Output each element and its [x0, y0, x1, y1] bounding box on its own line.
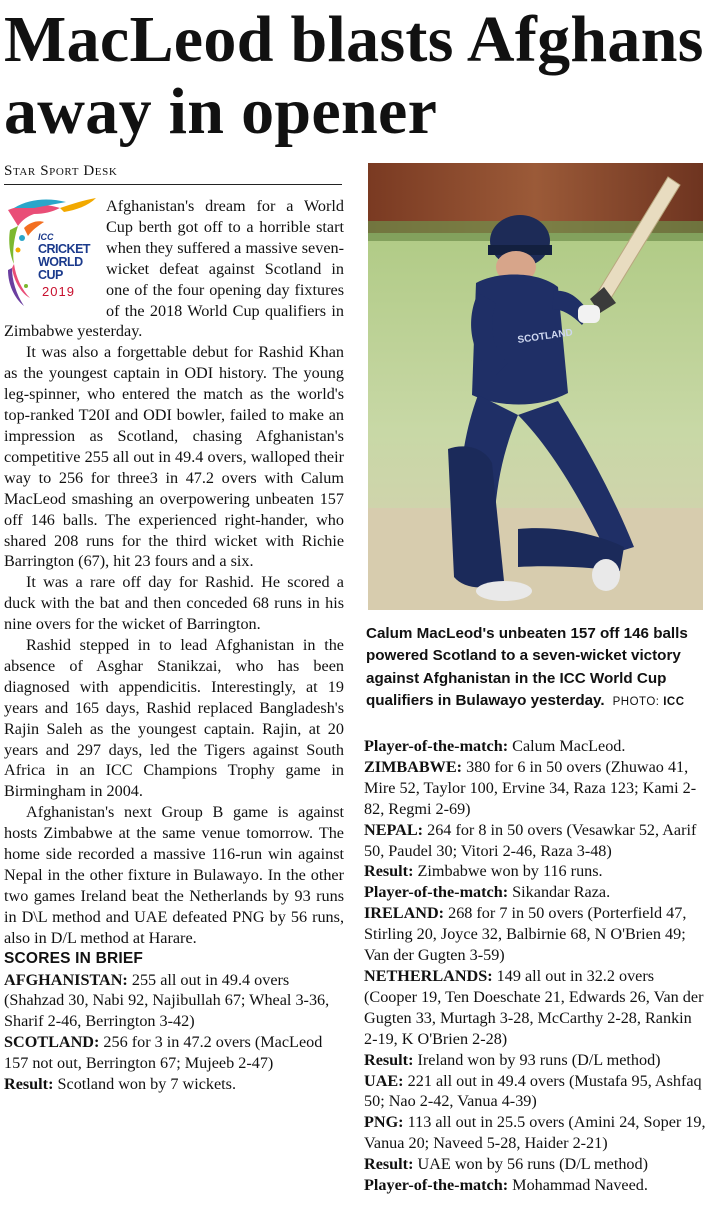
score-result: [4, 1074, 344, 1095]
credit-source: ICC: [663, 695, 685, 708]
score-line: [364, 1071, 706, 1113]
score-line: [364, 820, 706, 862]
paragraph-4: Rashid stepped in to lead Afghanistan in the absence of Asghar Stanikzai, who has been diagnosed with appendicitis. Interestingly, at 19 years and 165 days, Rashid replaced Bangladesh's Rajin Saleh as the youngest captain. Rajin, at 20 years and 297 days, led the Tigers against South Africa in an ICC Champions Trophy game in Birmingham in 2004.: [4, 636, 344, 801]
headline: MacLeod blasts Afghans away in opener: [4, 3, 704, 148]
photo-credit: [613, 696, 685, 708]
paragraph-3: It was a rare off day for Rashid. He scored a duck with the bat and then conceded 68 runs in his nine overs for the wicket of Barrington.: [4, 573, 344, 634]
logo-line1: CRICKET: [38, 242, 91, 256]
score-label: Player-of-the-match:: [364, 737, 509, 755]
score-text: Calum MacLeod.: [508, 737, 626, 755]
score-text: Sikandar Raza.: [508, 883, 611, 902]
score-label: NEPAL:: [364, 820, 424, 839]
score-text: 113 all out in 25.5 overs (Amini 24, Soper 19, Vanua 20; Naveed 5-28, Haider 2-21): [364, 1113, 706, 1153]
score-label: Result:: [4, 1075, 54, 1094]
logo-line2: WORLD: [38, 255, 83, 269]
score-label: Result:: [364, 1155, 414, 1174]
score-text: Scotland won by 7 wickets.: [53, 1075, 237, 1094]
scores-heading: SCORES IN BRIEF: [4, 949, 144, 967]
score-text: Ireland won by 93 runs (D/L method): [413, 1050, 661, 1069]
score-line: [364, 903, 706, 966]
caption-text: Calum MacLeod's unbeaten 157 off 146 balls powered Scotland to a seven-wicket victory against Afghanistan in the ICC World Cup qualifiers in Bulawayo yesterday.: [366, 625, 688, 709]
score-text: UAE won by 56 runs (D/L method): [413, 1155, 649, 1174]
score-line: [364, 1112, 706, 1154]
score-text: 221 all out in 49.4 overs (Mustafa 95, Ashfaq 50; Nao 2-42, Vanua 4-39): [364, 1071, 702, 1111]
score-scotland: [4, 1032, 344, 1074]
score-label: Player-of-the-match:: [364, 1176, 509, 1195]
score-text: 149 all out in 32.2 overs (Cooper 19, Ten Doeschate 21, Edwards 26, Van der Gugten 33, Murtagh 3-28, McCarthy 2-28, Rankin 2-19, K O'Brien 2-28): [364, 966, 704, 1048]
score-line: [364, 882, 706, 903]
photo-caption: [366, 623, 706, 713]
paragraph-5: Afghanistan's next Group B game is against hosts Zimbabwe at the same venue tomorrow. The home side recorded a massive 116-run win against Nepal in the other fixture in Bulawayo. In the other two games Ireland beat the Netherlands by 93 runs in D\L method and UAE defeated PNG by 56 runs, also in D/L method at Harare.: [4, 803, 344, 947]
score-label: NETHERLANDS:: [364, 966, 493, 985]
score-label: PNG:: [364, 1113, 404, 1132]
logo-brand: ICC: [38, 232, 54, 242]
score-afghanistan: [4, 970, 344, 1033]
score-line: [364, 861, 706, 882]
credit-label: PHOTO:: [612, 695, 660, 708]
shirt-text: SCOTLAND: [516, 327, 574, 346]
batsman-photo: [368, 163, 703, 610]
score-label: IRELAND:: [364, 904, 445, 923]
score-text: 255 all out in 49.4 overs (Shahzad 30, Nabi 92, Najibullah 67; Wheal 3-36, Sharif 2-46, Berrington 3-42): [4, 970, 330, 1031]
score-label: Result:: [364, 862, 414, 881]
scores-left: [4, 970, 344, 1095]
score-line: [364, 1175, 706, 1196]
score-text: Zimbabwe won by 116 runs.: [413, 862, 603, 881]
score-label: Result:: [364, 1050, 414, 1069]
score-text: 380 for 6 in 50 overs (Zhuwao 41, Mire 52, Taylor 100, Ervine 34, Raza 123; Kami 2-82, Regmi 2-69): [364, 757, 697, 818]
score-label: Player-of-the-match:: [364, 883, 509, 902]
paragraph-1: Afghanistan's dream for a World Cup berth got off to a horrible start when they suffered a massive seven-wicket defeat against Scotland in one of the four opening day fixtures of the 2018 World Cup qualifiers in Zimbabwe yesterday.: [4, 197, 344, 341]
score-text: 264 for 8 in 50 overs (Vesawkar 52, Aarif 50, Paudel 30; Vitori 2-46, Raza 3-48): [364, 820, 697, 860]
score-label: UAE:: [364, 1071, 404, 1090]
logo-year: 2019: [42, 284, 75, 299]
score-line: [364, 757, 706, 820]
score-line: [364, 1154, 706, 1175]
score-text: Mohammad Naveed.: [508, 1176, 648, 1195]
paragraph-2: It was also a forgettable debut for Rashid Khan as the youngest captain in ODI history. The young leg-spinner, who entered the match as the world's top-ranked T20I and ODI bowler, failed to make an impression as Scotland, chasing Afghanistan's competitive 255 all out in 49.4 overs, walloped their way to 256 for three3 in 47.2 overs with Calum MacLeod smashing an overpowering unbeaten 157 off 146 balls. The experienced right-hander, who shared 208 runs for the third wicket with Richie Barrington (67), hit 23 fours and a six.: [4, 343, 344, 571]
score-label: SCOTLAND:: [4, 1033, 100, 1052]
score-line: [364, 966, 706, 1050]
score-label: AFGHANISTAN:: [4, 970, 128, 989]
byline: Star Sport Desk: [4, 163, 342, 185]
score-text: 256 for 3 in 47.2 overs (MacLeod 157 not out, Berrington 67; Mujeeb 2-47): [4, 1033, 323, 1073]
score-text: 268 for 7 in 50 overs (Porterfield 47, Stirling 20, Joyce 32, Balbirnie 68, N O'Brien 49; Van der Gugten 3-59): [364, 904, 687, 965]
scores-right: [364, 736, 706, 1196]
icc-world-cup-2019-logo: [4, 198, 100, 316]
score-line: [364, 736, 706, 757]
article-body: [4, 196, 344, 1095]
score-label: ZIMBABWE:: [364, 757, 463, 776]
logo-line3: CUP: [38, 268, 63, 282]
score-line: [364, 1050, 706, 1071]
